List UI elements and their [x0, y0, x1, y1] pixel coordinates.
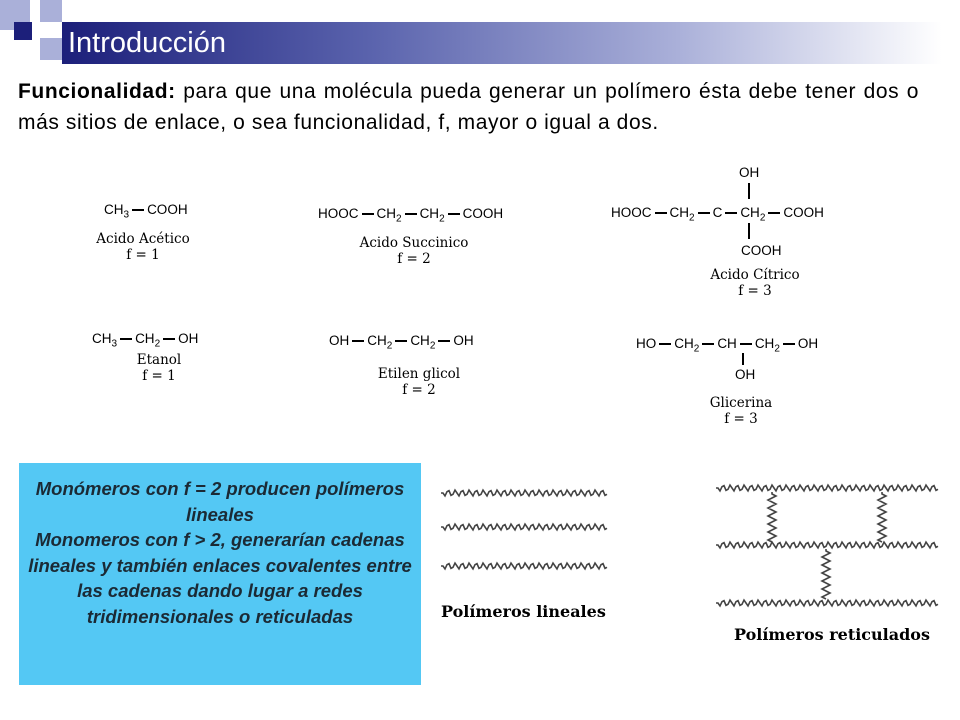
- formula-glycerin: HO $CH_2$ CH $CH_2$ OH: [636, 336, 819, 355]
- molecule-f: f = 2: [402, 382, 436, 398]
- molecule-f: f = 1: [126, 247, 160, 263]
- molecule-name: Etanol: [136, 352, 182, 368]
- intro-text: para que una molécula pueda generar un polímero ésta debe tener dos o más sitios de enlace, o sea funcionalidad, f, mayor o igual a dos.: [18, 80, 919, 134]
- caption-glycerin: [686, 395, 796, 427]
- linear-polymers-label: Polímeros lineales: [441, 602, 606, 621]
- caption-citric: [688, 267, 822, 299]
- deco-square-4: [40, 38, 62, 60]
- bond-vertical: [742, 353, 744, 365]
- molecule-name: Etilen glicol: [377, 366, 461, 382]
- linear-chains: [441, 490, 607, 569]
- molecule-name: Acido Cítrico: [710, 267, 800, 283]
- formula-ethanol: $CH_3$ $CH_2$ OH: [92, 331, 199, 350]
- caption-ethanol: [104, 352, 214, 384]
- linear-chain: [441, 490, 607, 496]
- page-title: Introducción: [68, 27, 226, 59]
- crosslinked-chain: [716, 600, 938, 606]
- formula-glycol: OH $CH_2$ $CH_2$ OH: [329, 333, 474, 352]
- crosslinked-chains: [716, 485, 938, 606]
- formula-citric-cooh: COOH: [741, 243, 782, 258]
- molecule-f: f = 2: [397, 251, 431, 267]
- bond-vertical: [748, 183, 750, 199]
- formula-glycerin-oh: OH: [735, 367, 756, 382]
- note-text: [19, 476, 421, 629]
- bond-vertical: [748, 223, 750, 239]
- molecule-f: f = 1: [142, 368, 176, 384]
- formula-succinic: HOOC $CH_2$ $CH_2$ COOH: [318, 206, 504, 225]
- linear-chain: [441, 563, 607, 569]
- intro-term: Funcionalidad:: [18, 80, 176, 103]
- crosslinked-polymers-label: Polímeros reticulados: [734, 625, 930, 644]
- molecule-name: Acido Acético: [96, 231, 190, 247]
- molecule-name: Glicerina: [709, 395, 773, 411]
- molecule-name: Acido Succinico: [359, 235, 469, 251]
- crosslink: [768, 492, 776, 542]
- caption-acetic: [88, 231, 198, 263]
- intro-paragraph: [18, 76, 919, 138]
- formula-citric-oh: OH: [739, 165, 760, 180]
- deco-square-3: [40, 0, 62, 22]
- note-line-2: Monomeros con f > 2, generarían cadenas lineales y también enlaces covalentes entre las cadenas dando lugar a redes tridimensionales o reticuladas: [28, 529, 412, 627]
- caption-succinic: [350, 235, 478, 267]
- molecule-f: f = 3: [738, 283, 772, 299]
- crosslink: [822, 549, 830, 599]
- molecule-f: f = 3: [724, 411, 758, 427]
- crosslinked-chain: [716, 542, 938, 548]
- formula-acetic: $CH_3$ COOH: [104, 202, 188, 221]
- crosslinked-chain: [716, 485, 938, 491]
- deco-square-2: [14, 22, 32, 40]
- linear-chain: [441, 524, 607, 530]
- caption-glycol: [355, 366, 483, 398]
- note-line-1: Monómeros con f = 2 producen polímeros lineales: [35, 478, 405, 525]
- formula-citric: HOOC $CH_2$ C $CH_2$ COOH: [611, 205, 824, 224]
- crosslink: [878, 492, 886, 542]
